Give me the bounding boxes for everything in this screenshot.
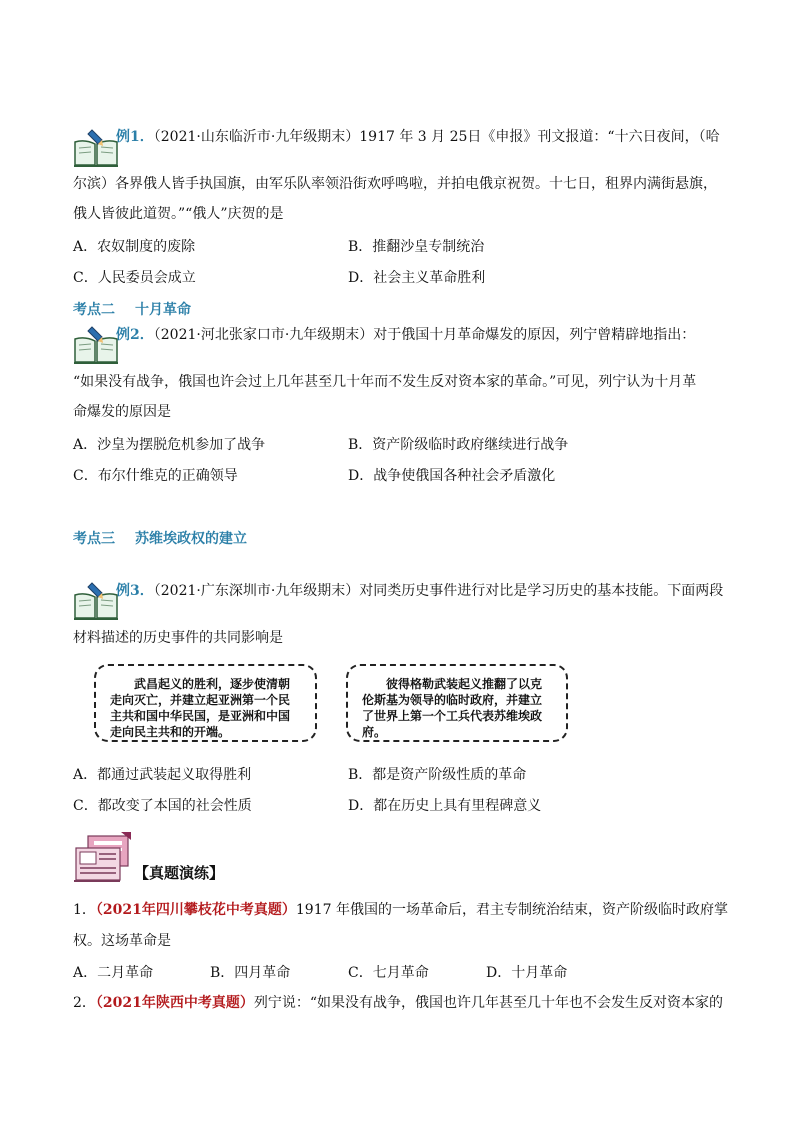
example-2-line-2: “如果没有战争，俄国也许会过上几年甚至几十年而不发生反对资本家的革命。”可见，列宁认为十月革 (73, 374, 697, 390)
question-1-line-2: 权。这场革命是 (73, 933, 171, 949)
key-point-2-heading (73, 299, 191, 319)
example-2-option-d: D．战争使俄国各种社会矛盾激化 (348, 468, 556, 484)
example-2-label: 例2． (116, 327, 154, 343)
example-3-option-d: D．都在历史上具有里程碑意义 (348, 798, 542, 814)
example-2-text-1: （2021·河北张家口市·九年级期末）对于俄国十月革命爆发的原因，列宁曾精辟地指出： (153, 327, 696, 343)
example-1-option-d: D．社会主义革命胜利 (348, 270, 486, 286)
question-1-text-1: 1917 年俄国的一场革命后，君主专制统治结束，资产阶级临时政府掌 (295, 902, 728, 918)
example-1-label: 例1． (116, 129, 154, 145)
example-3-line-2: 材料描述的历史事件的共同影响是 (73, 630, 283, 646)
question-1-option-d: D．十月革命 (486, 965, 568, 981)
example-2-line-1 (116, 324, 695, 344)
book-pencil-icon (72, 325, 120, 365)
material-box-2: 彼得格勒武装起义推翻了以克伦斯基为领导的临时政府，并建立了世界上第一个工兵代表苏维埃政府。 (346, 664, 568, 742)
key-point-3-number: 考点三 (73, 531, 115, 547)
example-3-label: 例3． (116, 583, 154, 599)
key-point-3-heading (73, 528, 247, 548)
example-3-option-b: B．都是资产阶级性质的革命 (348, 767, 527, 783)
question-2-source: （2021年陕西中考真题） (95, 995, 254, 1011)
question-2-number: 2． (73, 995, 96, 1011)
example-2-option-a: A．沙皇为摆脱危机参加了战争 (73, 437, 266, 453)
example-2-line-3: 命爆发的原因是 (73, 404, 171, 420)
question-1-option-a: A．二月革命 (73, 965, 154, 981)
key-point-2-title: 十月革命 (135, 302, 191, 318)
question-2-text-1: 列宁说：“如果没有战争，俄国也许几年甚至几十年也不会发生反对资本家的 (253, 995, 724, 1011)
example-3-option-c: C．都改变了本国的社会性质 (73, 798, 252, 814)
example-3-text-1: （2021·广东深圳市·九年级期末）对同类历史事件进行对比是学习历史的基本技能。下面两段 (153, 583, 724, 599)
example-1-option-a: A．农奴制度的废除 (73, 239, 196, 255)
example-1-text-1: （2021·山东临沂市·九年级期末）1917 年 3 月 25日《申报》刊文报道：“十六日夜间，（哈 (153, 129, 720, 145)
material-box-1: 武昌起义的胜利，逐步使清朝走向灭亡，并建立起亚洲第一个民主共和国中华民国，是亚洲和中国走向民主共和的开端。 (94, 664, 317, 742)
book-pencil-icon (72, 128, 120, 168)
question-1-number: 1． (73, 902, 96, 918)
example-3-line-1 (116, 580, 723, 600)
key-point-2-number: 考点二 (73, 302, 115, 318)
example-1-line-3: 俄人皆彼此道贺。”“俄人”庆贺的是 (73, 206, 284, 222)
book-pencil-icon (72, 581, 120, 621)
question-1-option-c: C．七月革命 (348, 965, 429, 981)
example-1-line-2: 尔滨）各界俄人皆手执国旗，由军乐队率领沿街欢呼鸣啦，并拍电俄京祝贺。十七日，租界内满街悬旗， (73, 176, 717, 192)
example-1-option-b: B．推翻沙皇专制统治 (348, 239, 485, 255)
example-1-option-c: C．人民委员会成立 (73, 270, 196, 286)
practice-heading: 【真题演练】 (134, 864, 225, 882)
example-2-option-b: B．资产阶级临时政府继续进行战争 (348, 437, 569, 453)
example-2-option-c: C．布尔什维克的正确领导 (73, 468, 238, 484)
question-1-option-b: B．四月革命 (210, 965, 291, 981)
example-3-option-a: A．都通过武装起义取得胜利 (73, 767, 252, 783)
newspaper-icon (74, 830, 132, 882)
example-1-line-1 (116, 126, 720, 146)
question-1-source: （2021年四川攀枝花中考真题） (95, 902, 296, 918)
key-point-3-title: 苏维埃政权的建立 (135, 531, 247, 547)
question-2-line-1 (73, 993, 723, 1013)
question-1-line-1 (73, 900, 728, 920)
